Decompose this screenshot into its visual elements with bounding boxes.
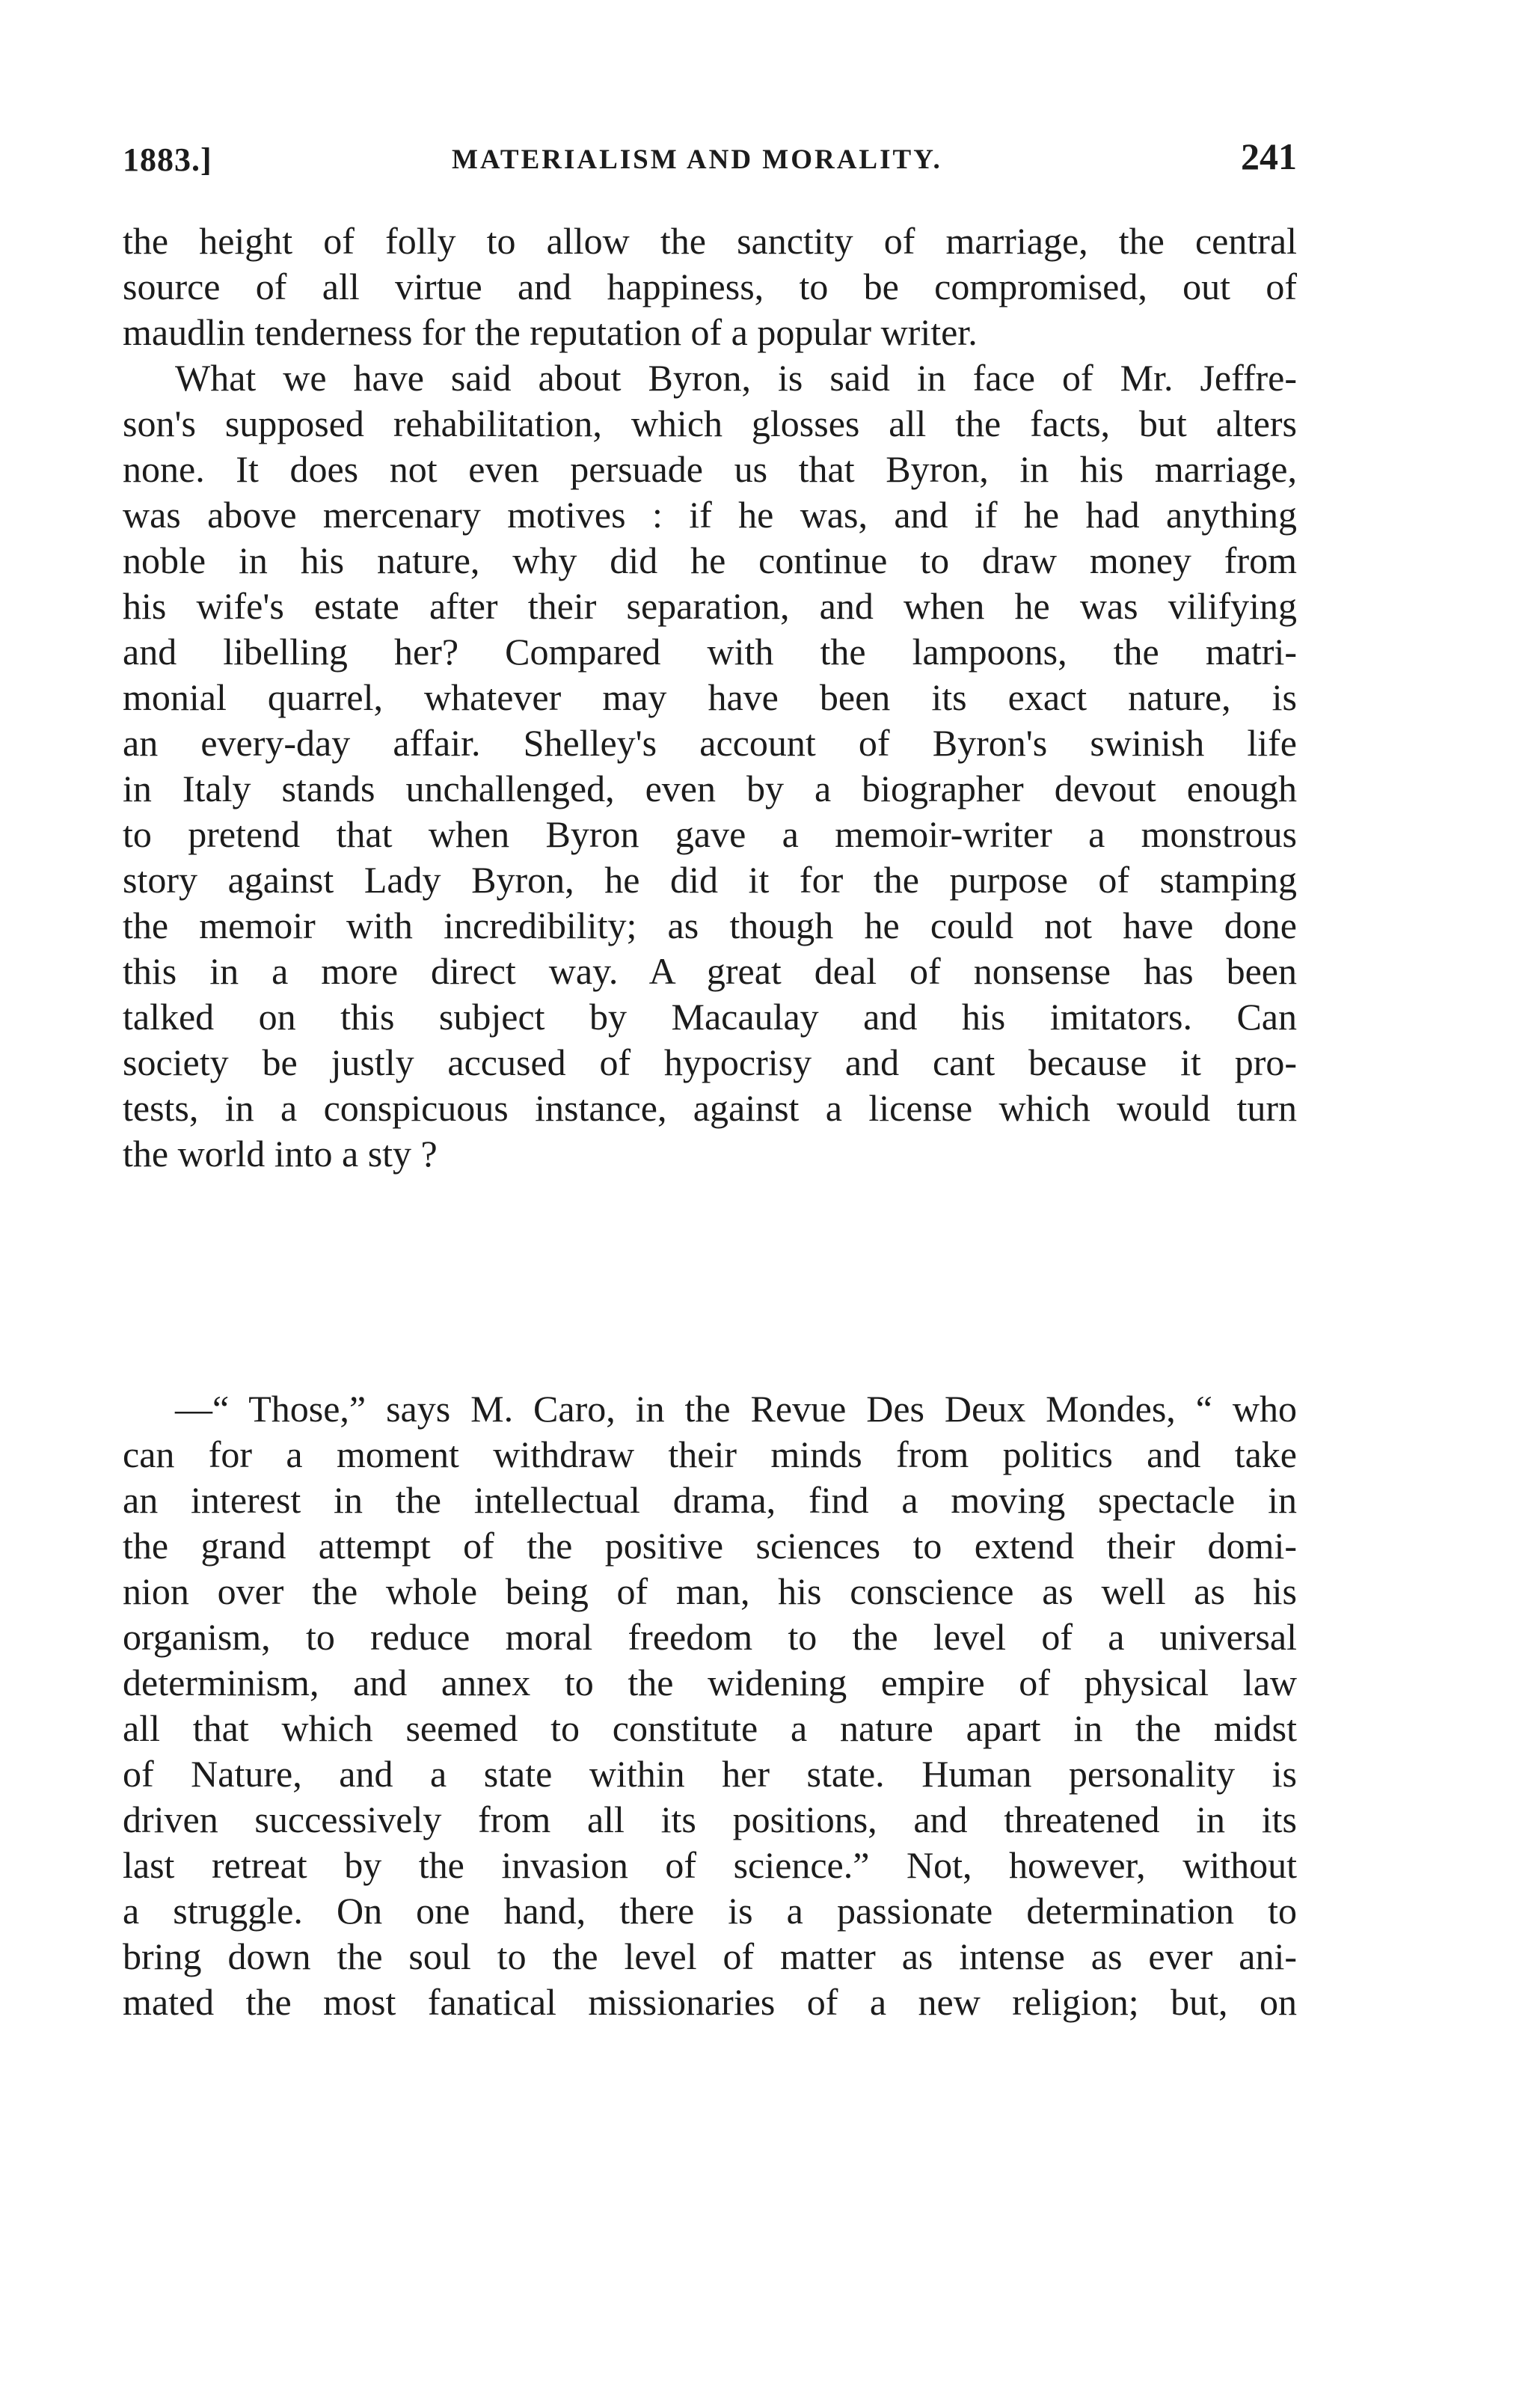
text-line: determinism, and annex to the widening empire of physical law	[123, 1662, 1297, 1703]
text-line: an every-day affair. Shelley's account of Byron's swinish life	[123, 722, 1297, 764]
text-line: and libelling her? Compared with the lampoons, the matri-	[123, 631, 1297, 673]
text-line: talked on this subject by Macaulay and his imitators. Can	[123, 996, 1297, 1038]
text-line: last retreat by the invasion of science.” Not, however, without	[123, 1844, 1297, 1886]
paragraph-3	[123, 1386, 1297, 2025]
text-line: noble in his nature, why did he continue to draw money from	[123, 539, 1297, 581]
text-line: none. It does not even persuade us that Byron, in his marriage,	[123, 448, 1297, 490]
text-line: of Nature, and a state within her state. Human personality is	[123, 1753, 1297, 1795]
text-line: was above mercenary motives : if he was, and if he had anything	[123, 494, 1297, 536]
paragraph-1	[123, 218, 1297, 355]
text-line: story against Lady Byron, he did it for the purpose of stamping	[123, 859, 1297, 901]
text-line: the memoir with incredibility; as though he could not have done	[123, 904, 1297, 946]
text-line: tests, in a conspicuous instance, against a license which would turn	[123, 1087, 1297, 1129]
header-year: 1883.]	[123, 141, 212, 178]
text-line: What we have said about Byron, is said in face of Mr. Jeffre-	[175, 357, 1297, 399]
text-line: driven successively from all its positions, and threatened in its	[123, 1798, 1297, 1840]
text-line: the world into a sty ?	[123, 1133, 438, 1175]
text-line: maudlin tenderness for the reputation of a popular writer.	[123, 311, 978, 353]
text-line: his wife's estate after their separation, and when he was vilifying	[123, 585, 1297, 627]
text-line: source of all virtue and happiness, to be compromised, out of	[123, 266, 1297, 307]
header-title: MATERIALISM AND MORALITY.	[452, 144, 942, 175]
text-line: a struggle. On one hand, there is a passionate determination to	[123, 1890, 1297, 1932]
text-line: monial quarrel, whatever may have been its exact nature, is	[123, 676, 1297, 718]
paragraph-2	[123, 355, 1297, 1177]
text-line: the grand attempt of the positive sciences to extend their domi-	[123, 1525, 1297, 1567]
text-line: —“ Those,” says M. Caro, in the Revue Des Deux Mondes, “ who	[175, 1388, 1297, 1430]
page-number: 241	[1241, 135, 1297, 177]
text-line: nion over the whole being of man, his conscience as well as his	[123, 1570, 1297, 1612]
text-line: organism, to reduce moral freedom to the level of a universal	[123, 1616, 1297, 1658]
text-line: society be justly accused of hypocrisy and cant because it pro-	[123, 1041, 1297, 1083]
text-line: an interest in the intellectual drama, find a moving spectacle in	[123, 1479, 1297, 1521]
text-line: this in a more direct way. A great deal of nonsense has been	[123, 950, 1297, 992]
running-head	[123, 135, 1297, 187]
text-line: all that which seemed to constitute a nature apart in the midst	[123, 1707, 1297, 1749]
text-block-bottom	[123, 1386, 1297, 2025]
text-line: mated the most fanatical missionaries of a new religion; but, on	[123, 1981, 1297, 2023]
text-line: in Italy stands unchallenged, even by a biographer devout enough	[123, 768, 1297, 809]
text-line: the height of folly to allow the sanctity of marriage, the central	[123, 220, 1297, 262]
text-line: to pretend that when Byron gave a memoir-writer a monstrous	[123, 813, 1297, 855]
text-line: can for a moment withdraw their minds from politics and take	[123, 1433, 1297, 1475]
text-block-top	[123, 218, 1297, 1177]
text-line: bring down the soul to the level of matter as intense as ever ani-	[123, 1935, 1297, 1977]
text-line: son's supposed rehabilitation, which glosses all the facts, but alters	[123, 402, 1297, 444]
